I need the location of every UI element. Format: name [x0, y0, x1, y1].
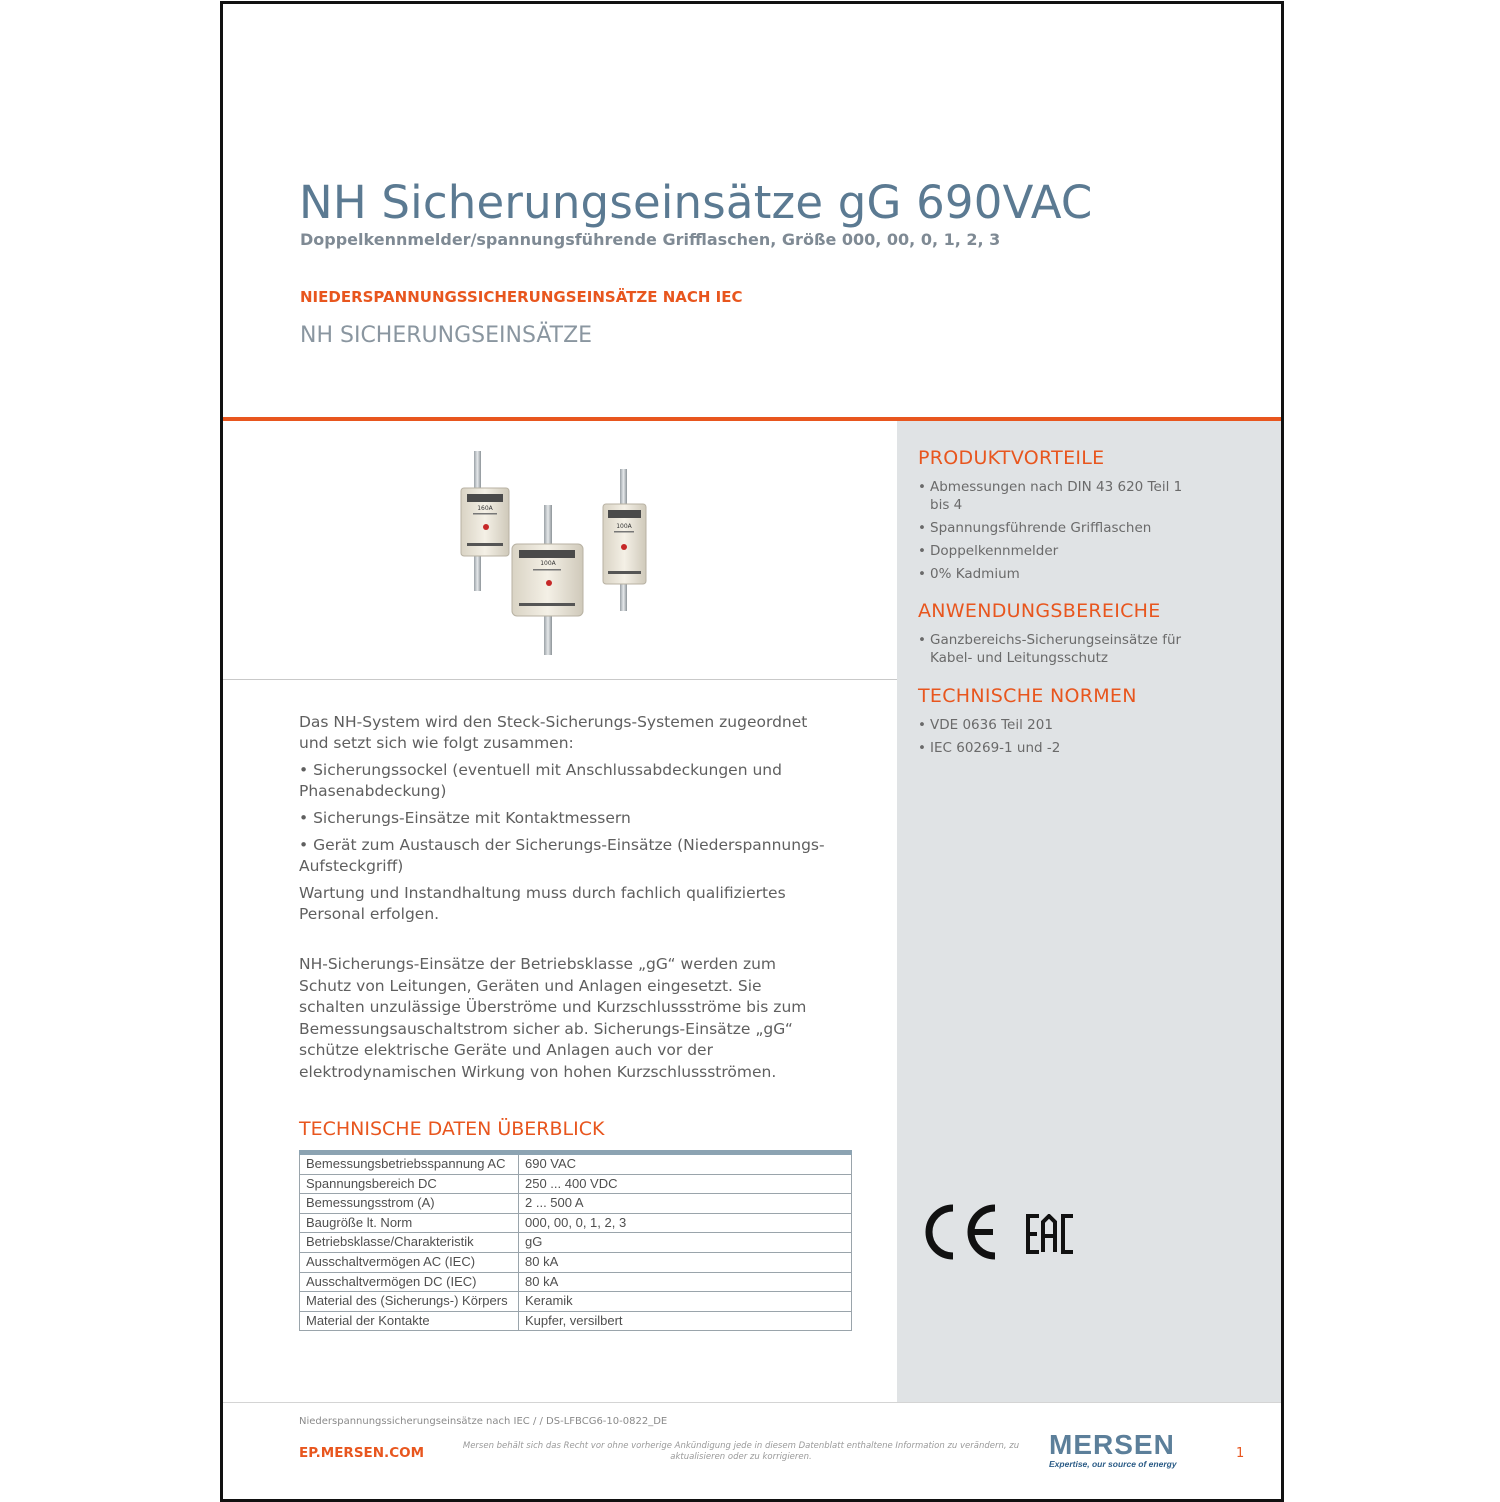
eac-mark-icon: [1025, 1214, 1077, 1254]
spec-value: 250 ... 400 VDC: [519, 1174, 852, 1194]
list-item: • Ganzbereichs-Sicherungseinsätze für Kabel- und Leitungsschutz: [918, 631, 1193, 667]
table-row: [300, 1272, 852, 1292]
image-divider: [223, 679, 897, 680]
component-item: • Sicherungssockel (eventuell mit Anschlussabdeckungen und Phasenabdeckung): [299, 761, 782, 800]
disclaimer: Mersen behält sich das Recht vor ohne vorherige Ankündigung jede in diesem Datenblatt enthaltene Information zu verändern, zu aktualisieren oder zu korrigieren.: [462, 1441, 1020, 1462]
spec-label: Bemessungsbetriebsspannung AC: [300, 1153, 519, 1175]
page-subtitle: Doppelkennmelder/spannungsführende Grifflaschen, Größe 000, 00, 0, 1, 2, 3: [300, 230, 1001, 249]
tech-data-table: [299, 1150, 852, 1331]
gg-description: NH-Sicherungs-Einsätze der Betriebsklasse „gG“ werden zum Schutz von Leitungen, Geräten und Anlagen eingesetzt. Sie schalten unzulässige Überströme und Kurzschlussströme bis zum Bemessungsauschaltstrom sicher ab. Sicherungs-Einsätze „gG“ schütze elektrische Geräte und Anlagen auch vor der elektrodynamischen Wirkung von hohen Kurzschlussströmen.: [299, 955, 807, 1081]
spec-label: Ausschaltvermögen DC (IEC): [300, 1272, 519, 1292]
spec-value: 2 ... 500 A: [519, 1194, 852, 1214]
nh-fuse-small-icon: [461, 451, 509, 591]
list-item: • Spannungsführende Grifflaschen: [918, 519, 1198, 537]
table-row: [300, 1233, 852, 1253]
table-row: [300, 1252, 852, 1272]
spec-label: Betriebsklasse/Charakteristik: [300, 1233, 519, 1253]
table-row: [300, 1292, 852, 1312]
website-link[interactable]: EP.MERSEN.COM: [299, 1445, 425, 1461]
fuse-product-photo: [223, 421, 897, 679]
table-row: [300, 1311, 852, 1331]
table-row: [300, 1213, 852, 1233]
advantages-heading: PRODUKTVORTEILE: [918, 447, 1105, 469]
list-item: • IEC 60269-1 und -2: [918, 739, 1198, 757]
list-item: • 0% Kadmium: [918, 565, 1198, 583]
spec-label: Bemessungsstrom (A): [300, 1194, 519, 1214]
table-row: [300, 1153, 852, 1175]
maintenance-text: Wartung und Instandhaltung muss durch fachlich qualifiziertes Personal erfolgen.: [299, 884, 786, 923]
mersen-logo: [1049, 1429, 1177, 1469]
list-item: • Doppelkennmelder: [918, 542, 1198, 560]
standards-heading: TECHNISCHE NORMEN: [918, 685, 1137, 707]
footer-divider: [223, 1402, 1281, 1403]
tech-data-heading: TECHNISCHE DATEN ÜBERBLICK: [299, 1118, 605, 1140]
spec-value: 690 VAC: [519, 1153, 852, 1175]
product-image: [223, 421, 897, 679]
product-line-label: NH SICHERUNGSEINSÄTZE: [300, 323, 593, 348]
spec-label: Baugröße lt. Norm: [300, 1213, 519, 1233]
spec-label: Spannungsbereich DC: [300, 1174, 519, 1194]
fuse-rating-1: 160A: [477, 505, 493, 512]
logo-wordmark: MERSEN: [1049, 1429, 1175, 1460]
certification-marks: [921, 1202, 1081, 1266]
category-label: NIEDERSPANNUNGSSICHERUNGSEINSÄTZE NACH IEC: [300, 288, 743, 306]
standards-list: [918, 716, 1198, 762]
list-item: • Abmessungen nach DIN 43 620 Teil 1 bis 4: [918, 478, 1198, 514]
component-item: • Sicherungs-Einsätze mit Kontaktmessern: [299, 809, 631, 827]
spec-value: 80 kA: [519, 1272, 852, 1292]
nh-fuse-large-icon: [512, 505, 583, 655]
table-row: [300, 1194, 852, 1214]
spec-label: Material des (Sicherungs-) Körpers: [300, 1292, 519, 1312]
spec-value: 000, 00, 0, 1, 2, 3: [519, 1213, 852, 1233]
fuse-rating-2: 100A: [540, 560, 556, 567]
nh-fuse-medium-icon: [603, 469, 646, 611]
applications-heading: ANWENDUNGSBEREICHE: [918, 600, 1161, 622]
spec-value: Kupfer, versilbert: [519, 1311, 852, 1331]
fuse-rating-3: 100A: [616, 523, 632, 530]
page-number: 1: [1236, 1446, 1245, 1461]
datasheet-page: [220, 1, 1284, 1502]
spec-label: Ausschaltvermögen AC (IEC): [300, 1252, 519, 1272]
applications-list: [918, 631, 1193, 672]
page-title: NH Sicherungseinsätze gG 690VAC: [299, 176, 1093, 229]
list-item: • VDE 0636 Teil 201: [918, 716, 1198, 734]
spec-value: Keramik: [519, 1292, 852, 1312]
spec-value: gG: [519, 1233, 852, 1253]
document-reference: Niederspannungssicherungseinsätze nach IEC / / DS-LFBCG6-10-0822_DE: [299, 1416, 668, 1427]
logo-tagline: Expertise, our source of energy: [1049, 1459, 1177, 1469]
intro-text: Das NH-System wird den Steck-Sicherungs-Systemen zugeordnet und setzt sich wie folgt zusammen:: [299, 713, 808, 752]
spec-value: 80 kA: [519, 1252, 852, 1272]
component-item: • Gerät zum Austausch der Sicherungs-Einsätze (Niederspannungs-Aufsteckgriff): [299, 836, 825, 875]
advantages-list: [918, 478, 1198, 588]
system-description: [299, 712, 829, 931]
spec-label: Material der Kontakte: [300, 1311, 519, 1331]
table-row: [300, 1174, 852, 1194]
